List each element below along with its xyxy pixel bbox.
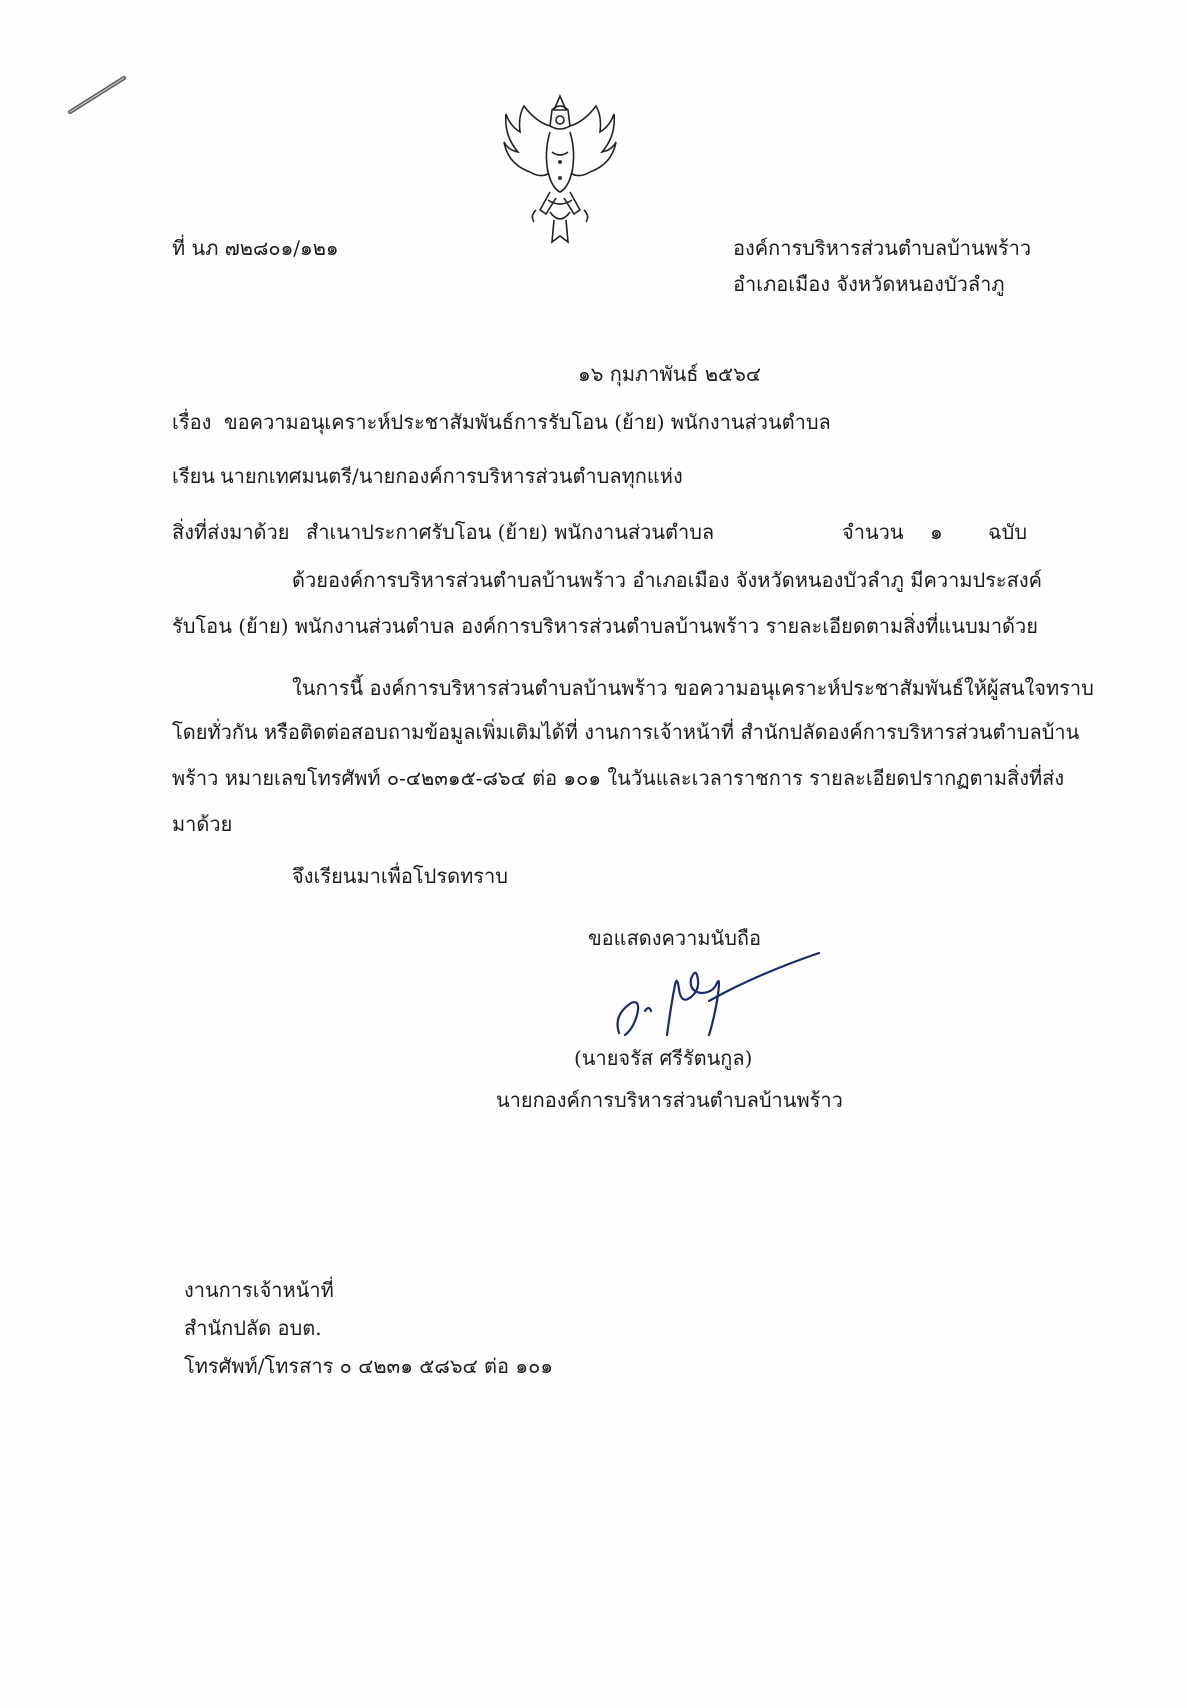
- enclosure-count-label: จำนวน: [842, 520, 904, 544]
- letter-date: ๑๖ กุมภาพันธ์ ๒๕๖๔: [578, 362, 762, 386]
- addressee-text: นายกเทศมนตรี/นายกองค์การบริหารส่วนตำบลทุกแห่ง: [220, 464, 683, 488]
- org-address: อำเภอเมือง จังหวัดหนองบัวลำภู: [733, 272, 1005, 296]
- footer-office: สำนักปลัด อบต.: [184, 1316, 322, 1340]
- handwritten-signature: [605, 945, 825, 1055]
- enclosure-unit: ฉบับ: [988, 520, 1028, 544]
- body-paragraph-2-line-2: โดยทั่วกัน หรือติดต่อสอบถามข้อมูลเพิ่มเติมได้ที่ งานการเจ้าหน้าที่ สำนักปลัดองค์การบริหารส่วนตำบลบ้าน: [172, 720, 1080, 744]
- enclosure-count: ๑: [930, 520, 943, 544]
- signatory-position: นายกองค์การบริหารส่วนตำบลบ้านพร้าว: [496, 1088, 843, 1112]
- signatory-name: (นายจรัส ศรีรัตนกูล): [574, 1046, 753, 1070]
- enclosure-text: สำเนาประกาศรับโอน (ย้าย) พนักงานส่วนตำบล: [306, 520, 715, 544]
- closing-sentence: จึงเรียนมาเพื่อโปรดทราบ: [292, 864, 508, 888]
- footer-department: งานการเจ้าหน้าที่: [184, 1278, 334, 1302]
- staple-icon: [64, 70, 134, 120]
- reference-number: ที่ นภ ๗๒๘๐๑/๑๒๑: [172, 236, 339, 260]
- subject-text: ขอความอนุเคราะห์ประชาสัมพันธ์การรับโอน (ย้าย) พนักงานส่วนตำบล: [224, 410, 831, 434]
- subject-label: เรื่อง: [172, 410, 212, 434]
- body-paragraph-2-line-3: พร้าว หมายเลขโทรศัพท์ ๐-๔๒๓๑๕-๘๖๔ ต่อ ๑๐๑ ในวันและเวลาราชการ รายละเอียดปรากฏตามสิ่งที่ส่ง: [172, 766, 1065, 790]
- garuda-emblem-icon: [500, 92, 620, 252]
- footer-phone: โทรศัพท์/โทรสาร ๐ ๔๒๓๑ ๕๘๖๔ ต่อ ๑๐๑: [184, 1354, 553, 1378]
- enclosure-label: สิ่งที่ส่งมาด้วย: [172, 520, 290, 544]
- body-paragraph-2-line-1: ในการนี้ องค์การบริหารส่วนตำบลบ้านพร้าว ขอความอนุเคราะห์ประชาสัมพันธ์ให้ผู้สนใจทราบ: [292, 676, 1094, 700]
- body-paragraph-2-line-4: มาด้วย: [172, 812, 233, 836]
- closing-salutation: ขอแสดงความนับถือ: [588, 926, 762, 950]
- body-paragraph-1-line-2: รับโอน (ย้าย) พนักงานส่วนตำบล องค์การบริหารส่วนตำบลบ้านพร้าว รายละเอียดตามสิ่งที่แนบมาด้วย: [172, 614, 1038, 638]
- body-paragraph-1-line-1: ด้วยองค์การบริหารส่วนตำบลบ้านพร้าว อำเภอเมือง จังหวัดหนองบัวลำภู มีความประสงค์: [292, 568, 1043, 592]
- org-name: องค์การบริหารส่วนตำบลบ้านพร้าว: [733, 236, 1032, 260]
- addressee-label: เรียน: [172, 464, 215, 488]
